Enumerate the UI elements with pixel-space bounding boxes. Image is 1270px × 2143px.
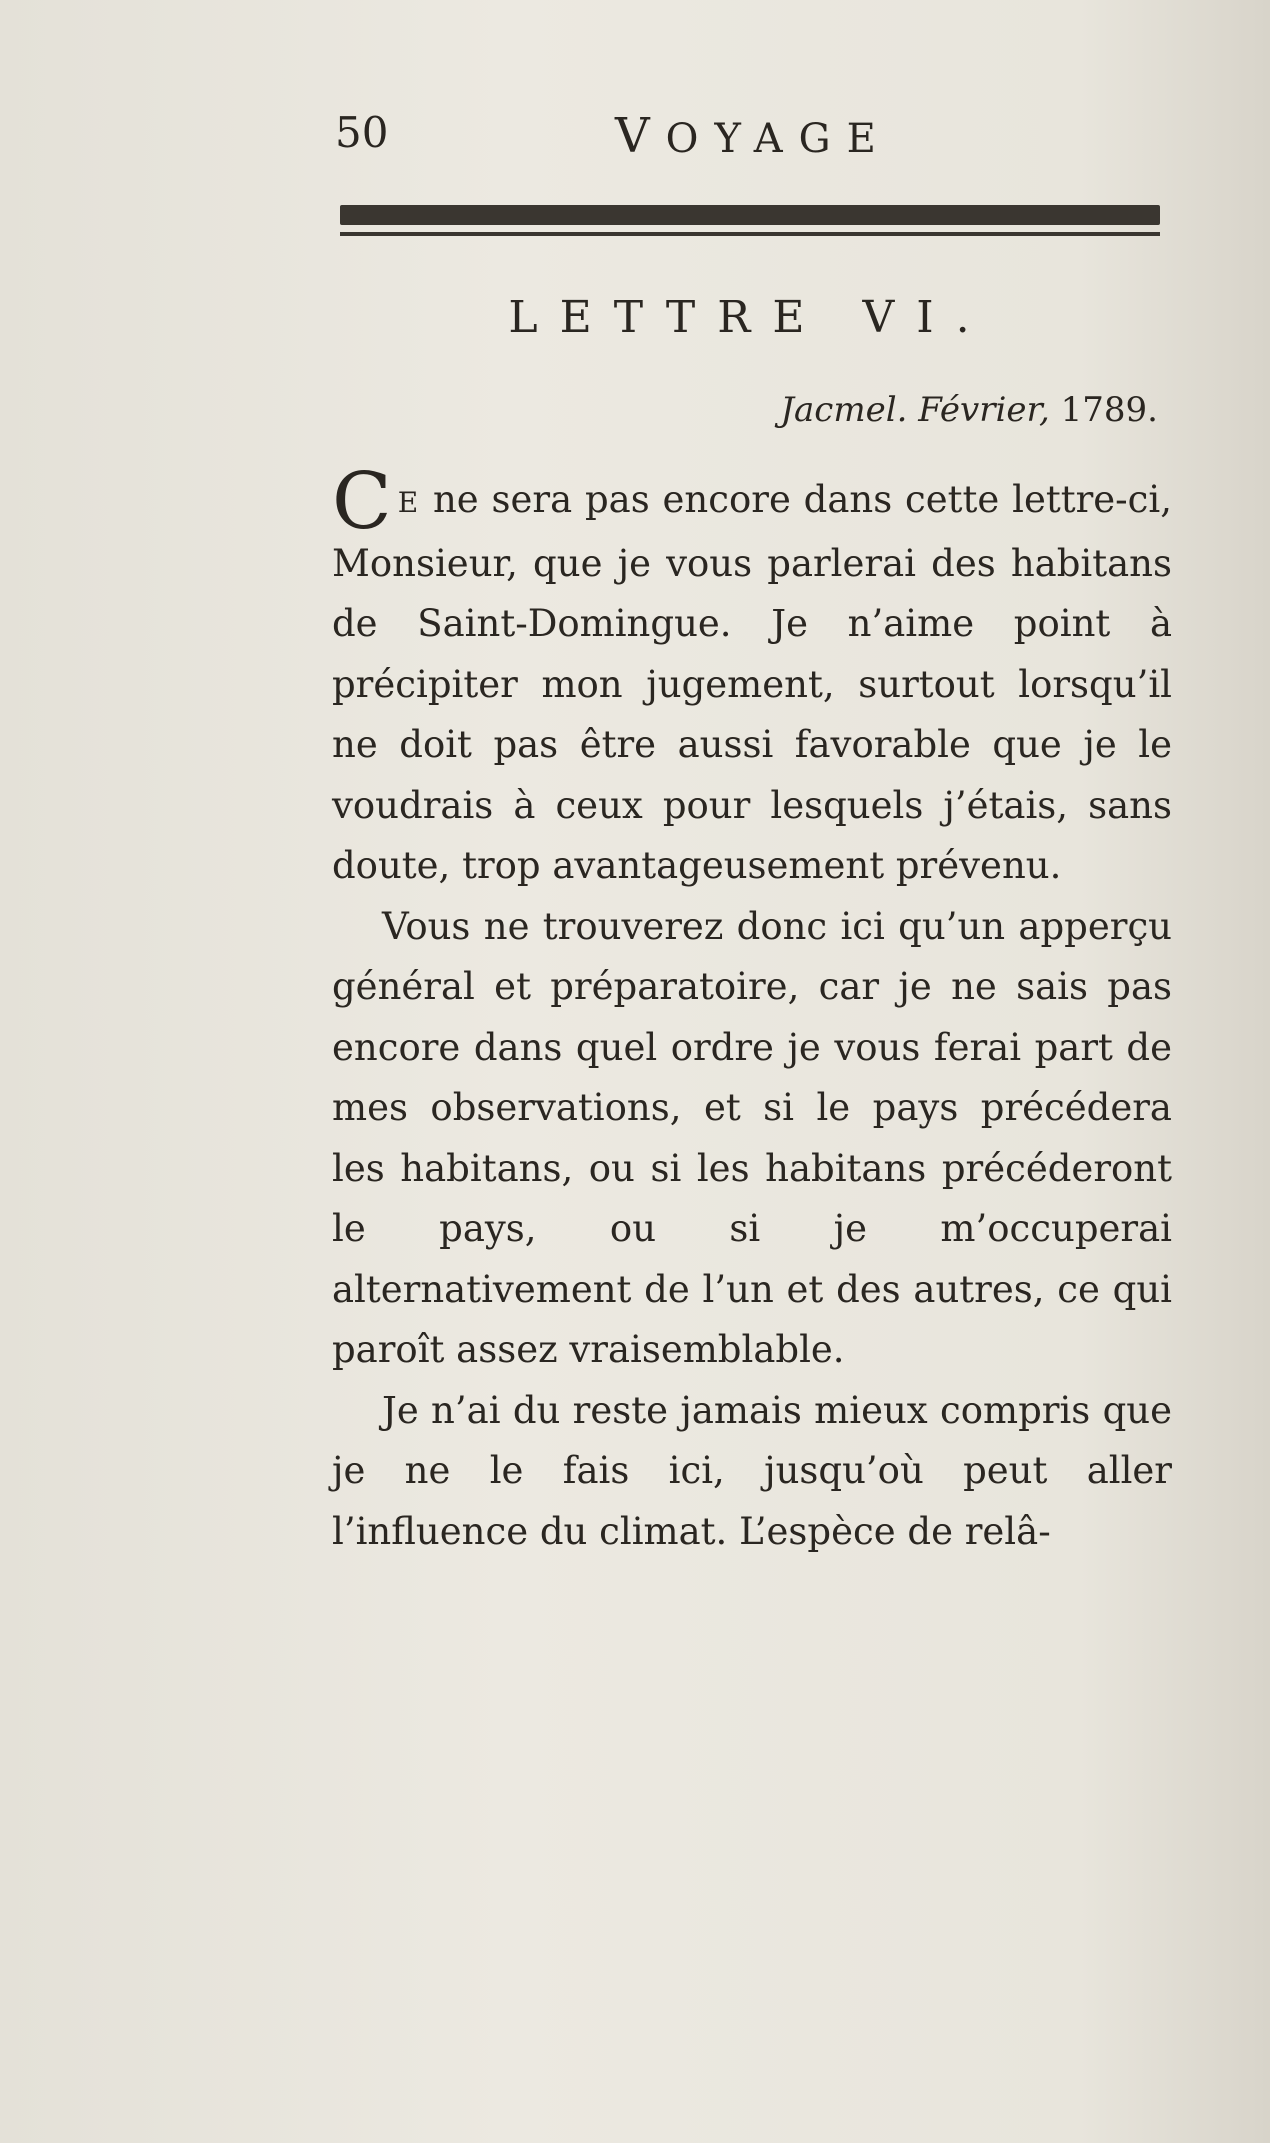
running-head-rest: OYAGE [665,116,892,162]
running-head-capital: V [615,108,666,164]
first-word-smallcaps: E [397,486,421,519]
paragraph-1 [332,457,1172,897]
dateline [780,390,1158,430]
body-text [332,457,1172,1562]
letter-title: LETTRE VI. [508,292,992,343]
page-header [335,108,1165,164]
header-rule-thick [340,205,1160,225]
paragraph-1-text: ne sera pas encore dans cette lettre-ci, Monsieur, que je vous parlerai des habitans de Saint-Domingue. Je n’aime point à précipiter mon jugement, surtout lorsqu’il ne doit pas être aussi favorable que je le voudrais à ceux pour lesquels j’étais, sans doute, trop avantageusement prévenu. [332,478,1172,887]
paragraph-3: Je n’ai du reste jamais mieux compris que je ne le fais ici, jusqu’où peut aller l’influence du climat. L’espèce de relâ- [332,1388,1172,1553]
paragraph-2: Vous ne trouverez donc ici qu’un apperçu général et préparatoire, car je ne sais pas encore dans quel ordre je vous ferai part de mes observations, et si le pays précédera les habitans, ou si les habitans précéderont le pays, ou si je m’occuperai alternativement de l’un et des autres, ce qui paroît assez vraisemblable. [332,904,1172,1371]
running-head [615,108,892,164]
header-rule-thin [340,232,1160,236]
drop-cap: C [332,457,392,547]
page-number: 50 [335,108,389,157]
dateline-place: Jacmel. Février, [780,390,1050,430]
dateline-year: 1789. [1060,390,1158,430]
